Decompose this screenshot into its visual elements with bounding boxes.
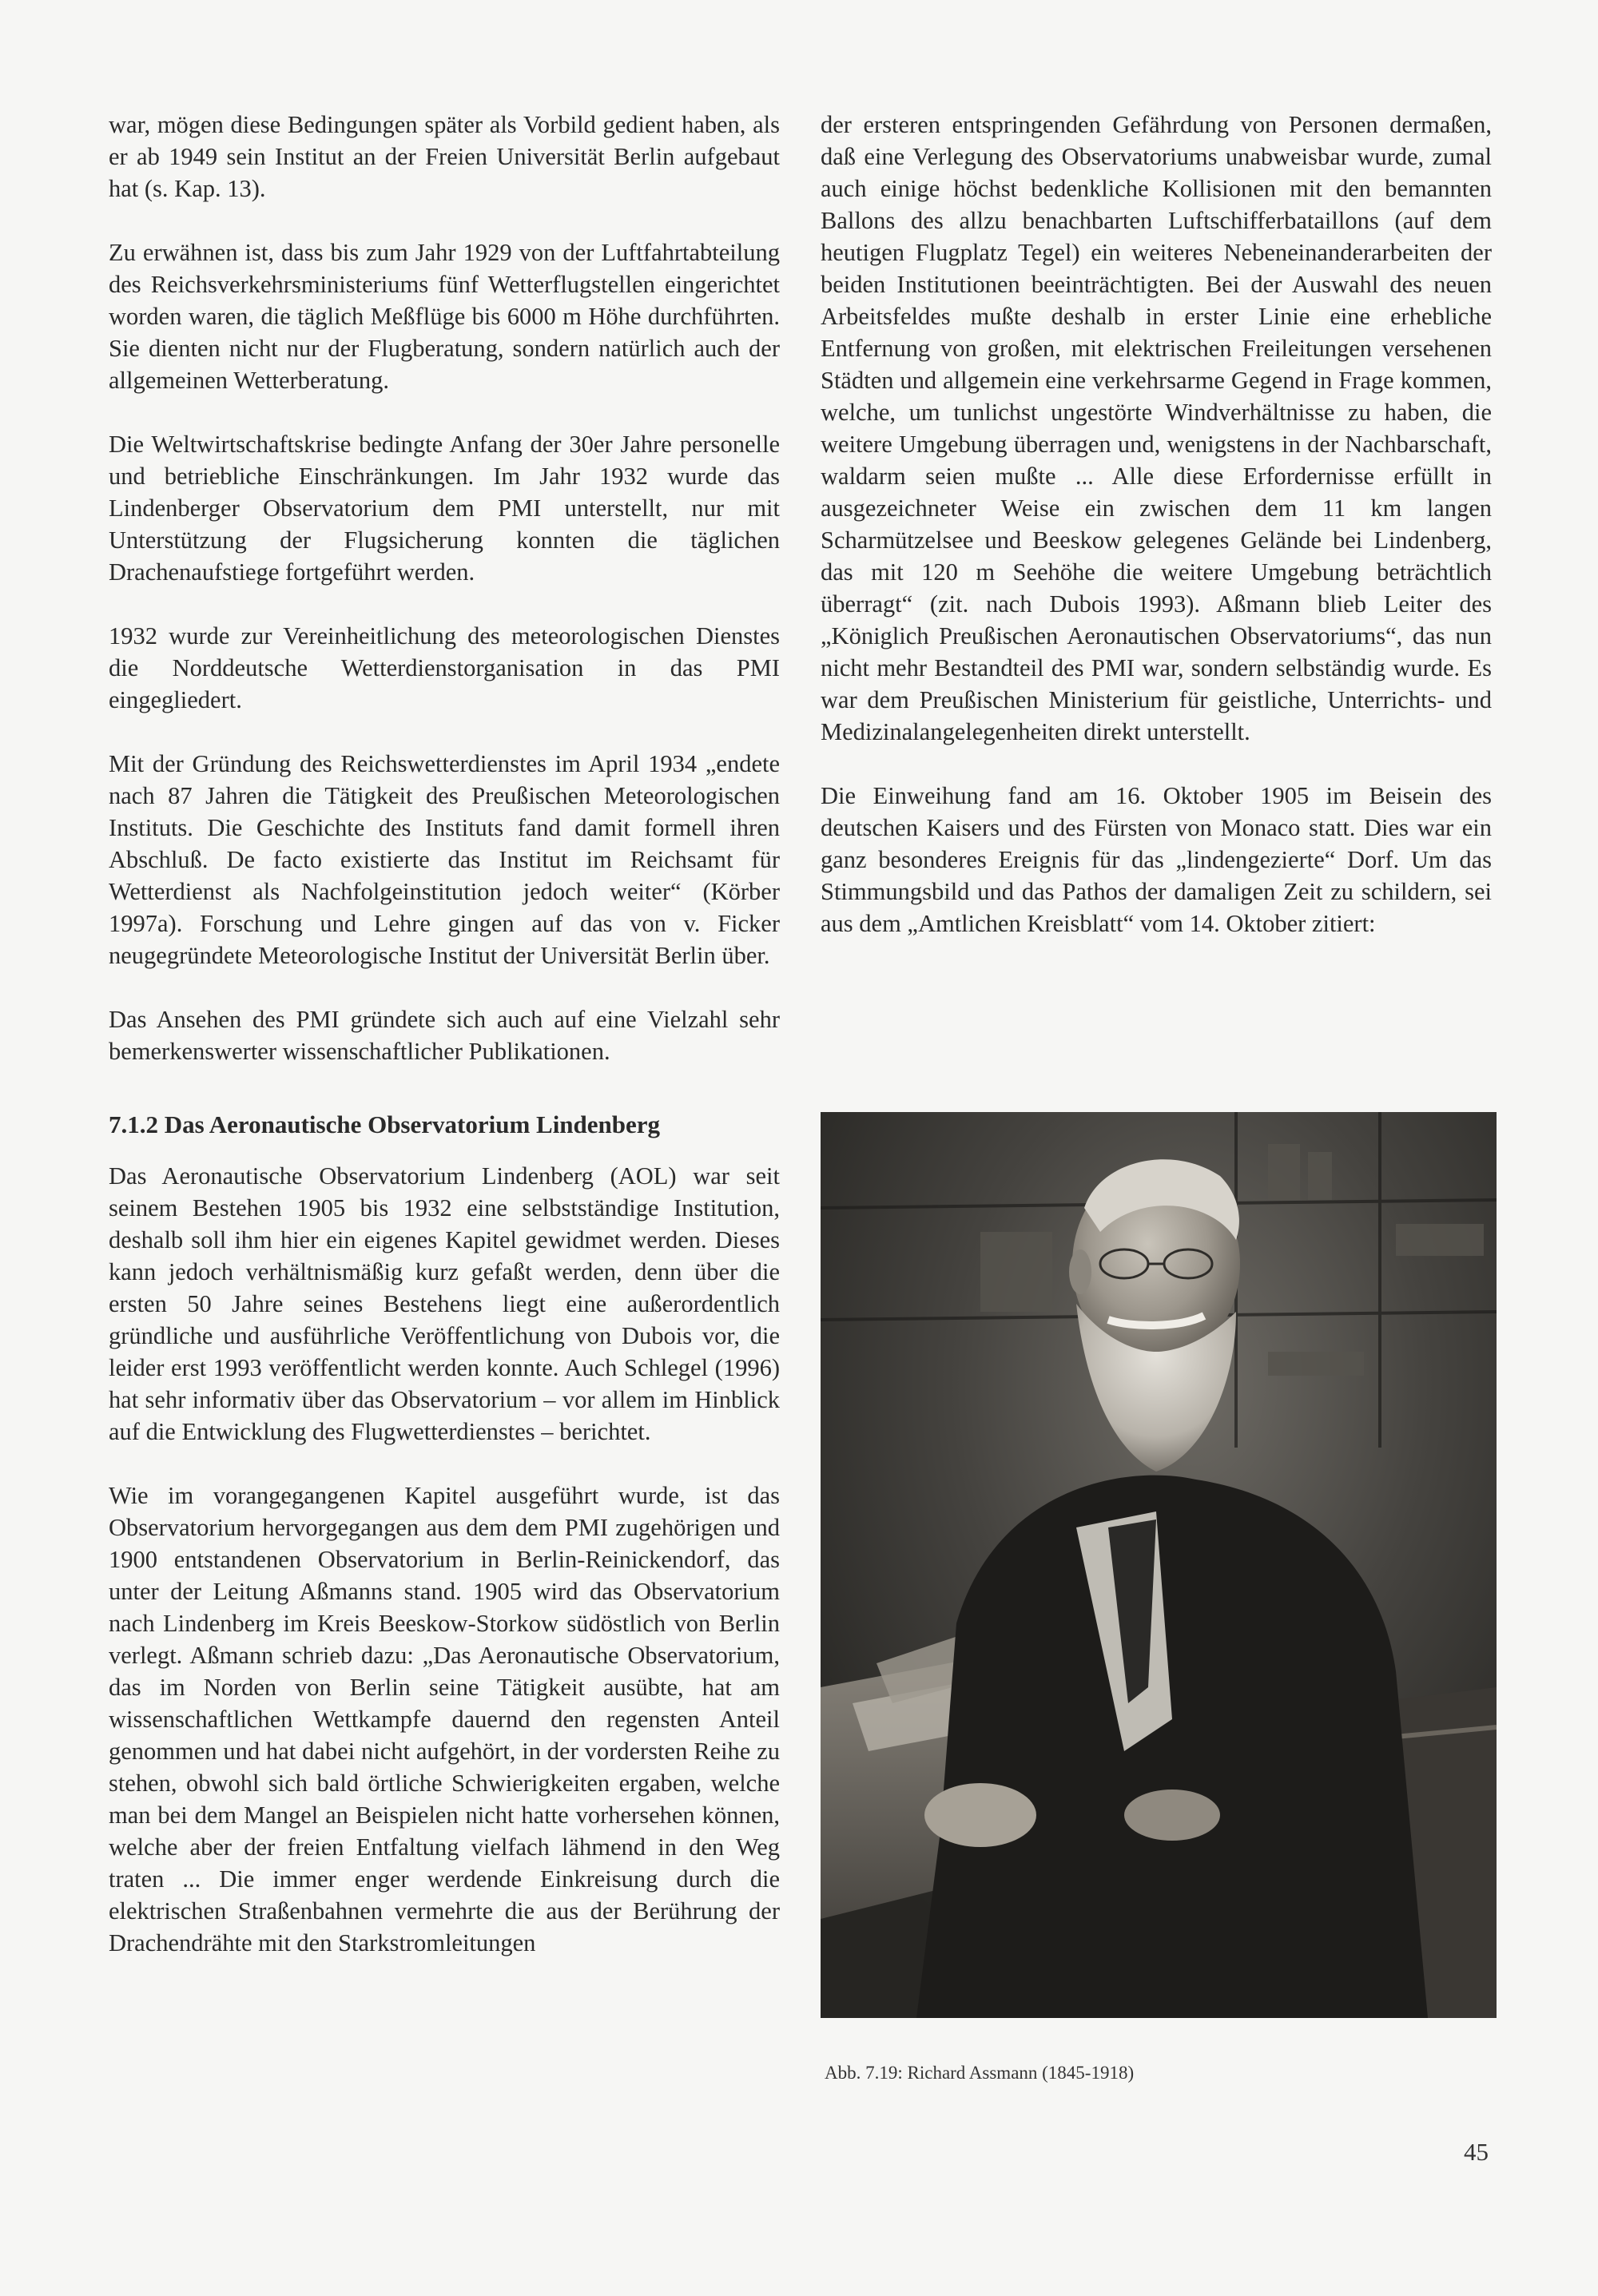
paragraph: der ersteren entspringenden Gefährdung von Personen dermaßen, daß eine Verlegung des Observatoriums unabweisbar wurde, zumal auch einige höchst bedenkliche Kollisionen mit den bemannten Ballons des allzu benachbarten Luftschifferbataillons (auf dem heutigen Flugplatz Tegel) ein weiteres Nebeneinanderarbeiten der beiden Institutionen beeinträchtigten. Bei der Auswahl des neuen Arbeitsfeldes mußte deshalb in erster Linie eine erhebliche Entfernung von großen, mit elektrischen Freileitungen versehenen Städten und allgemein eine verkehrsarme Gegend in Frage kommen, welche, um tunlichst ungestörte Windverhältnisse zu haben, die weitere Umgebung überragen und, wenigstens in der Nachbarschaft, waldarm seien mußte ... Alle diese Erfordernisse erfüllt in ausgezeichneter Weise ein zwischen dem 11 km langen Scharmützelsee und Beeskow gelegenes Gelände bei Lindenberg, das mit 120 m Seehöhe die weitere Umgebung beträchtlich überragt“ (zit. nach Dubois 1993). Aßmann blieb Leiter des „Königlich Preußischen Aeronautischen Observatoriums“, das nun nicht mehr Bestandteil des PMI war, sondern selbständig wurde. Es war dem Preußischen Ministerium für geistliche, Unterrichts- und Medizinalangelegenheiten direkt unterstellt. — [821, 111, 1492, 745]
paragraph: Mit der Gründung des Reichswetterdienstes im April 1934 „endete nach 87 Jahren die Tätigkeit des Preußischen Meteorologischen Instituts. Die Geschichte des Instituts fand damit formell ihren Abschluß. De facto existierte das Institut im Reichsamt für Wetterdienst als Nachfolgeinstitution jedoch weiter“ (Körber 1997a). Forschung und Lehre gingen auf das von v. Ficker neugegründete Meteorologische Institut der Universität Berlin über. — [109, 750, 780, 969]
portrait-figure — [821, 1112, 1497, 2018]
paragraph: war, mögen diese Bedingungen später als Vorbild gedient haben, als er ab 1949 sein Institut an der Freien Universität Berlin aufgebaut hat (s. Kap. 13). — [109, 111, 780, 202]
figure-caption: Abb. 7.19: Richard Assmann (1845-1918) — [825, 2063, 1135, 2083]
left-column — [109, 109, 780, 1991]
paragraph: Das Ansehen des PMI gründete sich auch auf eine Vielzahl sehr bemerkenswerter wissenschaftlicher Publikationen. — [109, 1006, 780, 1065]
portrait-image — [821, 1112, 1497, 2018]
paragraph: Das Aeronautische Observatorium Lindenberg (AOL) war seit seinem Bestehen 1905 bis 1932 eine selbstständige Institution, deshalb soll ihm hier ein eigenes Kapitel gewidmet werden. Dieses kann jedoch verhältnismäßig kurz gefaßt werden, denn über die ersten 50 Jahre seines Bestehens liegt eine außerordentlich gründliche und ausführliche Veröffentlichung von Dubois vor, die leider erst 1993 veröffentlicht werden konnte. Auch Schlegel (1996) hat sehr informativ über das Observatorium – vor allem im Hinblick auf die Entwicklung des Flugwetterdienstes – berichtet. — [109, 1162, 780, 1445]
section-heading: 7.1.2 Das Aeronautische Observatorium Lindenberg — [109, 1110, 661, 1138]
page-number: 45 — [1464, 2138, 1489, 2166]
paragraph: Die Weltwirtschaftskrise bedingte Anfang der 30er Jahre personelle und betriebliche Einschränkungen. Im Jahr 1932 wurde das Lindenberger Observatorium dem PMI unterstellt, nur mit Unterstützung der Flugsicherung konnten die täglichen Drachenaufstiege fortgeführt werden. — [109, 431, 780, 586]
right-column — [821, 109, 1492, 971]
paragraph: Zu erwähnen ist, dass bis zum Jahr 1929 von der Luftfahrtabteilung des Reichsverkehrsministeriums fünf Wetterflugstellen eingerichtet worden waren, die täglich Meßflüge bis 6000 m Höhe durchführten. Sie dienten nicht nur der Flugberatung, sondern natürlich auch der allgemeinen Wetterberatung. — [109, 239, 780, 394]
paragraph: 1932 wurde zur Vereinheitlichung des meteorologischen Dienstes die Norddeutsche Wetterdienstorganisation in das PMI eingegliedert. — [109, 622, 780, 713]
paragraph: Wie im vorangegangenen Kapitel ausgeführt wurde, ist das Observatorium hervorgegangen aus dem dem PMI zugehörigen und 1900 entstandenen Observatorium in Berlin-Reinickendorf, das unter der Leitung Aßmanns stand. 1905 wird das Observatorium nach Lindenberg im Kreis Beeskow-Storkow südöstlich von Berlin verlegt. Aßmann schrieb dazu: „Das Aeronautische Observatorium, das im Norden von Berlin seine Tätigkeit ausübte, hat am wissenschaftlichen Wettkampfe dauernd den regensten Anteil genommen und hat dabei nicht aufgehört, in der vordersten Reihe zu stehen, obwohl sich bald örtliche Schwierigkeiten ergaben, welche man bei dem Mangel an Beispielen nicht hatte vorhersehen können, welche aber der freien Entfaltung vielfach lähmend in den Weg traten ... Die immer enger werdende Einkreisung durch die elektrischen Straßenbahnen vermehrte die aus der Berührung der Drachendrähte mit den Starkstromleitungen — [109, 1482, 780, 1956]
paragraph: Die Einweihung fand am 16. Oktober 1905 im Beisein des deutschen Kaisers und des Fürsten von Monaco statt. Dies war ein ganz besonderes Ereignis für das „lindengezierte“ Dorf. Um das Stimmungsbild und das Pathos der damaligen Zeit zu schildern, sei aus dem „Amtlichen Kreisblatt“ vom 14. Oktober zitiert: — [821, 782, 1492, 937]
